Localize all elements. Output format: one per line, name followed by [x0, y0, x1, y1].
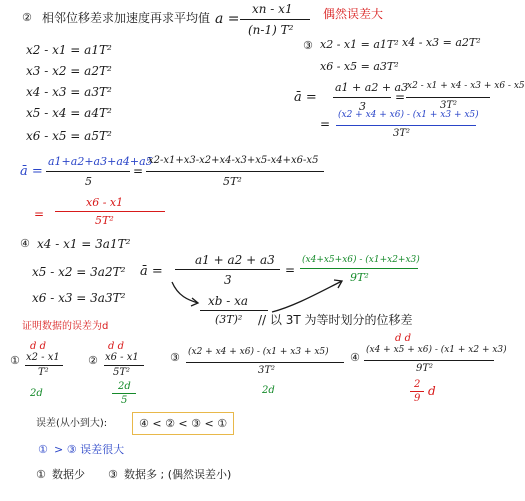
note-text: 数据少: [52, 468, 85, 481]
frac-denominator: 3T²: [393, 128, 411, 139]
section-number: ③: [303, 39, 313, 52]
error-marks: d d: [395, 333, 411, 344]
case-number: ①: [10, 354, 20, 367]
fraction-bar: [410, 391, 424, 392]
note-number: ①: [36, 468, 46, 481]
frac-numerator: (x4+x5+x6) - (x1+x2+x3): [302, 255, 420, 265]
case-number: ④: [350, 351, 360, 364]
result-denominator: 5: [121, 395, 128, 406]
frac-denominator: 9T²: [416, 363, 434, 374]
a-bar-label: ā =: [20, 164, 43, 179]
frac-numerator: (x4 + x5 + x6) - (x1 + x2 + x3): [366, 345, 507, 355]
result-numerator: 2: [414, 379, 421, 390]
error-marks: d d: [108, 341, 124, 352]
frac-numerator: x2 - x1 + x4 - x3 + x6 - x5: [407, 81, 525, 91]
formula-denominator: (n-1) T²: [248, 23, 294, 37]
error-order-box: ④ < ② < ③ < ①: [132, 412, 234, 435]
frac-numerator: xb - xa: [208, 294, 249, 308]
eq-line: x6 - x5 = a3T²: [320, 60, 399, 73]
equals-sign: =: [320, 117, 331, 131]
result-d: d: [428, 384, 436, 398]
equals-sign: =: [133, 164, 144, 178]
frac-denominator: 5T²: [113, 367, 131, 378]
frac-denominator: 9T²: [350, 271, 369, 284]
error-marks: d d: [30, 341, 46, 352]
eq-line: x4 - x3 = a2T²: [402, 36, 481, 49]
formula-lhs: a =: [215, 11, 240, 27]
frac-numerator: a1 + a2 + a3: [195, 253, 275, 267]
up-arrow: [272, 281, 342, 312]
result-value: 2d: [30, 388, 43, 399]
case-number: ③: [170, 351, 180, 364]
fraction-bar: [364, 360, 494, 361]
eq-line: x2 - x1 = a1T²: [26, 43, 112, 57]
frac-numerator: a1 + a2 + a3: [335, 81, 409, 94]
fraction-bar: [25, 365, 63, 366]
red-note: 偶然误差大: [323, 7, 384, 21]
equals-sign: =: [285, 263, 296, 277]
fraction-bar: [104, 365, 144, 366]
eq-line: x6 - x3 = 3a3T²: [32, 291, 126, 305]
frac-numerator: (x2 + x4 + x6) - (x1 + x3 + x5): [338, 110, 479, 120]
side-note: // 以 3T 为等时划分的位移差: [258, 313, 413, 327]
fraction-bar: [112, 393, 136, 394]
frac-denominator: 5T²: [95, 214, 114, 227]
note-number: ①: [38, 443, 48, 456]
frac-denominator: 5T²: [223, 175, 242, 188]
note-number: ③: [108, 468, 118, 481]
eq-line: x6 - x5 = a5T²: [26, 129, 112, 143]
eq-line: x4 - x1 = 3a1T²: [37, 237, 131, 251]
frac-numerator: x2-x1+x3-x2+x4-x3+x5-x4+x6-x5: [148, 155, 319, 166]
a-bar-label: ā =: [294, 90, 317, 105]
eq-line: x2 - x1 = a1T²: [320, 38, 399, 51]
frac-numerator: x2 - x1: [26, 352, 60, 363]
frac-numerator: a1+a2+a3+a4+a5: [48, 155, 153, 168]
note-text: 数据多 ; (偶然误差小): [124, 468, 232, 481]
frac-denominator: (3T)²: [215, 313, 243, 326]
eq-line: x3 - x2 = a2T²: [26, 64, 112, 78]
frac-numerator: x6 - x1: [86, 196, 124, 209]
section-title: 相邻位移差求加速度再求平均值: [42, 11, 211, 25]
case-number: ②: [88, 354, 98, 367]
fraction-bar: [186, 362, 344, 363]
result-denominator: 9: [414, 393, 421, 404]
frac-numerator: x6 - x1: [105, 352, 139, 363]
frac-denominator: 3: [224, 273, 232, 287]
frac-denominator: T²: [38, 367, 49, 378]
equals-sign: =: [395, 90, 406, 104]
eq-line: x5 - x4 = a4T²: [26, 106, 112, 120]
frac-denominator: 3T²: [440, 100, 458, 111]
note-text: > ③ 误差很大: [54, 443, 125, 456]
result-value: 2d: [262, 385, 275, 396]
frac-numerator: (x2 + x4 + x6) - (x1 + x3 + x5): [188, 347, 329, 357]
section-number: ②: [22, 11, 32, 24]
result-numerator: 2d: [118, 381, 131, 392]
frac-denominator: 5: [85, 175, 92, 188]
red-heading: 证明数据的误差为d: [22, 321, 109, 332]
a-bar-label: ā =: [140, 264, 163, 279]
equals-sign: =: [34, 207, 45, 221]
formula-numerator: xn - x1: [252, 2, 293, 16]
eq-line: x4 - x3 = a3T²: [26, 85, 112, 99]
section-number: ④: [20, 237, 30, 250]
frac-denominator: 3: [359, 100, 366, 113]
eq-line: x5 - x2 = 3a2T²: [32, 265, 126, 279]
frac-denominator: 3T²: [258, 365, 276, 376]
summary-label: 误差(从小到大):: [36, 418, 108, 429]
